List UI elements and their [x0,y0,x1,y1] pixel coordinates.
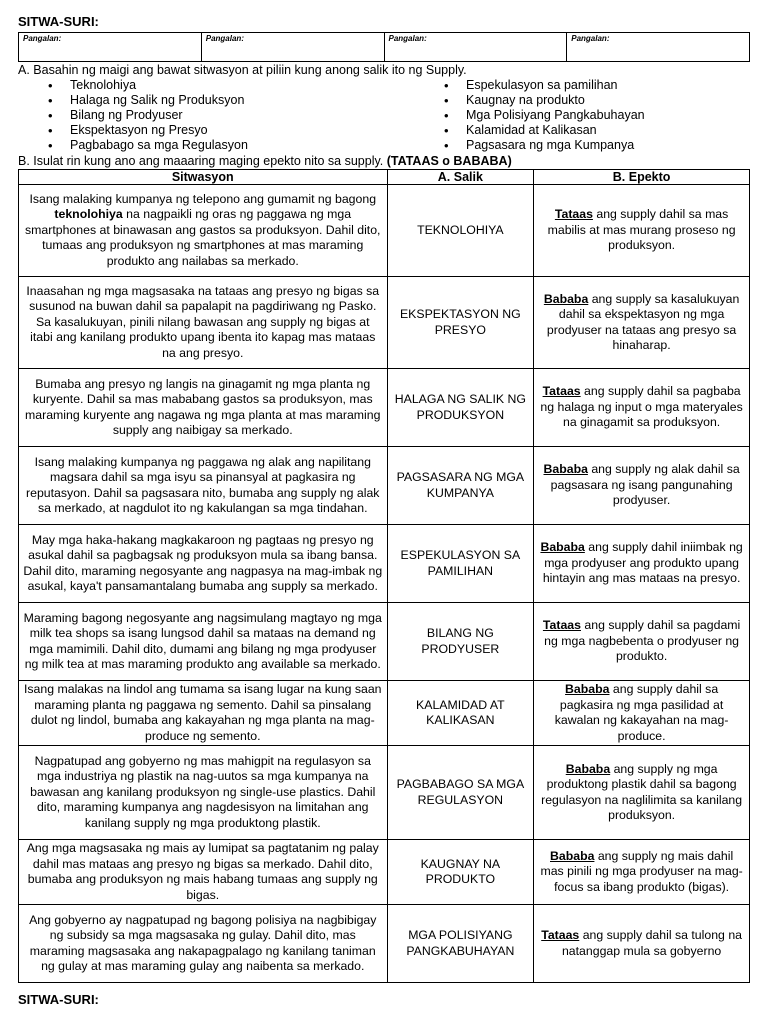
effect-direction: Bababa [550,848,595,863]
situation-text: Inaasahan ng mga magsasaka na tataas ang presyo ng bigas sa susunod na buwan dahil sa papalapit na pagdiriwang ng Pasko. Sa kasalukuyan, pinili nilang bawasan ang supply ng bigas at itabi ang kanilang produkto upang ibenta ito kapag mas mataas na ang presyo. [26,283,380,360]
situation-cell [19,746,388,840]
situation-text: Nagpatupad ang gobyerno ng mas mahigpit na regulasyon sa mga industriya ng plastik na nag-uutos sa mga kumpanya na bawasan ang kanilang produksyon ng single-use plastics. Dahil dito, maraming kumpanya ang nagdesisyon na limitahan ang kanilang supply ng mga produktong plastik. [30,753,376,830]
factor-cell: ESPEKULASYON SA PAMILIHAN [387,525,534,603]
situation-text: Maraming bagong negosyante ang nagsimulang magtayo ng mga milk tea shops sa isang lungsod dahil sa mataas na demand ng mga mamimili. Dahil dito, dumami ang bilang ng mga prodyuser ng milk tea at mas maraming produkto ang available sa merkado. [23,610,382,671]
effect-text: ang supply ng mais dahil mas pinili ng mga prodyuser na mag-focus sa ibang produkto (bigas). [540,848,743,894]
effect-text: ang supply sa kasalukuyan dahil sa ekspektasyon ng mga prodyuser na tataas ang presyo sa hinaharap. [546,291,740,352]
situation-text: na nagpaikli ng oras ng paggawa ng mga smartphones at binawasan ang gastos sa produksyon. Dahil dito, tumaas ang produksyon ng smartphones at mas maraming produkto ang nailabas sa merkado. [25,207,381,268]
effect-direction: Bababa [565,682,610,696]
effect-text: ang supply ng alak dahil sa pagsasara ng isang pangunahing prodyuser. [550,462,740,508]
situation-cell [19,447,388,525]
factor-cell: PAGSASARA NG MGA KUMPANYA [387,447,534,525]
effect-text: ang supply dahil sa mas mabilis at mas murang proseso ng produksyon. [547,207,736,253]
situation-cell [19,840,388,905]
effect-text: ang supply dahil sa pagbaba ng halaga ng input o mga materyales na ginagamit sa produksyon. [540,384,743,430]
effect-cell [534,525,750,603]
header-sitwasyon: Sitwasyon [19,170,388,185]
factor-item: • Pagsasara ng mga Kumpanya [414,138,645,153]
effect-cell [534,905,750,983]
factor-item: • Mga Polisiyang Pangkabuhayan [414,108,645,123]
instruction-b [18,154,750,169]
table-row [19,746,750,840]
factor-item: • Espekulasyon sa pamilihan [414,78,645,93]
footer-title: SITWA-SURI: [18,992,99,1007]
situation-text: May mga haka-hakang magkakaroon ng pagtaas ng presyo ng asukal dahil sa pagbagsak ng produksyon mula sa ibang bansa. Dahil dito, maraming negosyante ang nagpasya na mag-imbak ng asukal, kaya't pansamantalang bumaba ang supply sa merkado. [23,532,383,593]
effect-cell [534,185,750,277]
table-row [19,840,750,905]
effect-text: ang supply dahil sa pagkasira ng mga pasilidad at kawalan ng kakayahan na mag-produce. [554,682,729,743]
effect-text: ang supply dahil sa pagdami ng mga nagbebenta o prodyuser ng produkto. [544,618,741,664]
factor-item: • Bilang ng Prodyuser [18,108,414,123]
table-row [19,185,750,277]
factor-cell: EKSPEKTASYON NG PRESYO [387,277,534,369]
effect-cell [534,746,750,840]
situation-cell [19,603,388,681]
table-row [19,603,750,681]
effect-direction: Bababa [540,540,585,555]
situation-table [18,169,750,983]
situation-text: Ang mga magsasaka ng mais ay lumipat sa pagtatanim ng palay dahil mas mataas ang presyo ng bigas sa merkado. Dahil dito, bumaba ang produksyon ng mais habang tumaas ang supply ng bigas. [26,841,379,902]
effect-direction: Bababa [565,761,611,776]
worksheet-title: SITWA-SURI: [18,14,99,29]
name-field[interactable]: Pangalan: [384,33,567,62]
factor-cell: HALAGA NG SALIK NG PRODUKSYON [387,369,534,447]
factor-item: • Pagbabago sa mga Regulasyon [18,138,414,153]
situation-text: Ang gobyerno ay nagpatupad ng bagong polisiya na nagbibigay ng subsidy sa mga magsasaka ng gulay. Dahil dito, mas maraming magsasaka ang nakapagpalago ng kanilang taniman ng gulay at mas maraming gulay ang naibenta sa merkado. [29,912,377,973]
header-salik: A. Salik [387,170,534,185]
table-row [19,447,750,525]
effect-direction: Tataas [554,207,593,222]
factor-item: • Halaga ng Salik ng Produksyon [18,93,414,108]
name-field[interactable]: Pangalan: [567,33,750,62]
effect-cell [534,447,750,525]
effect-text: ang supply dahil iniimbak ng mga prodyuser ang produkto upang hintayin ang mas mataas na presyo. [542,540,743,586]
table-row [19,681,750,746]
effect-text: ang supply dahil sa tulong na natanggap mula sa gobyerno [561,928,742,958]
factor-cell: MGA POLISIYANG PANGKABUHAYAN [387,905,534,983]
factor-item: • Kaugnay na produkto [414,93,645,108]
table-row [19,277,750,369]
situation-cell [19,369,388,447]
situation-text: teknolohiya [54,207,123,222]
effect-direction: Tataas [541,928,580,942]
effect-direction: Tataas [542,384,581,399]
name-table [18,32,750,62]
factor-list-right [414,78,645,153]
instruction-a: A. Basahin ng maigi ang bawat sitwasyon at piliin kung anong salik ito ng Supply. [18,63,467,77]
factor-item: • Kalamidad at Kalikasan [414,123,645,138]
effect-cell [534,840,750,905]
factor-lists [18,78,750,153]
name-field[interactable]: Pangalan: [19,33,202,62]
worksheet [18,14,750,983]
factor-cell: KALAMIDAD AT KALIKASAN [387,681,534,746]
factor-list-left [18,78,414,153]
situation-cell [19,185,388,277]
effect-cell [534,603,750,681]
effect-text: ang supply ng mga produktong plastik dahil sa bagong regulasyon na naglilimita sa kanilang produksyon. [541,761,743,822]
effect-cell [534,369,750,447]
instruction-b-text: B. Isulat rin kung ano ang maaaring maging epekto nito sa supply. [18,154,387,168]
table-row [19,525,750,603]
factor-item: • Teknolohiya [18,78,414,93]
situation-text: Isang malaking kumpanya ng telepono ang gumamit ng bagong [29,191,377,206]
situation-text: Bumaba ang presyo ng langis na ginagamit ng mga planta ng kuryente. Dahil sa mas mababang gastos sa produksyon, mas maraming kuryente ang nagawa ng mga planta at mas maraming supply ang naibigay sa merkado. [25,376,381,437]
instruction-b-choices: (TATAAS o BABABA) [386,154,512,168]
table-row [19,369,750,447]
table-row [19,905,750,983]
factor-cell: KAUGNAY NA PRODUKTO [387,840,534,905]
effect-cell [534,681,750,746]
factor-cell: PAGBABAGO SA MGA REGULASYON [387,746,534,840]
situation-text: Isang malakas na lindol ang tumama sa isang lugar na kung saan maraming planta ng paggawa ng semento. Dahil sa pinsalang dulot ng lindol, bumaba ang kakayahan ng mga planta na mag-produce ng semento. [23,682,382,743]
effect-direction: Bababa [543,291,589,306]
factor-item: • Ekspektasyon ng Presyo [18,123,414,138]
situation-cell [19,681,388,746]
effect-direction: Bababa [543,462,588,477]
factor-cell: BILANG NG PRODYUSER [387,603,534,681]
situation-cell [19,905,388,983]
factor-cell: TEKNOLOHIYA [387,185,534,277]
name-field[interactable]: Pangalan: [201,33,384,62]
effect-direction: Tataas [542,618,581,633]
situation-cell [19,277,388,369]
effect-cell [534,277,750,369]
header-epekto: B. Epekto [534,170,750,185]
situation-cell [19,525,388,603]
situation-text: Isang malaking kumpanya ng paggawa ng alak ang napilitang magsara dahil sa mga isyu sa pinansyal at pagkasira ng reputasyon. Dahil sa pagsasara nito, bumaba ang supply ng alak sa merkado, at nagdulot ito ng kakulangan sa mga tindahan. [26,454,380,515]
